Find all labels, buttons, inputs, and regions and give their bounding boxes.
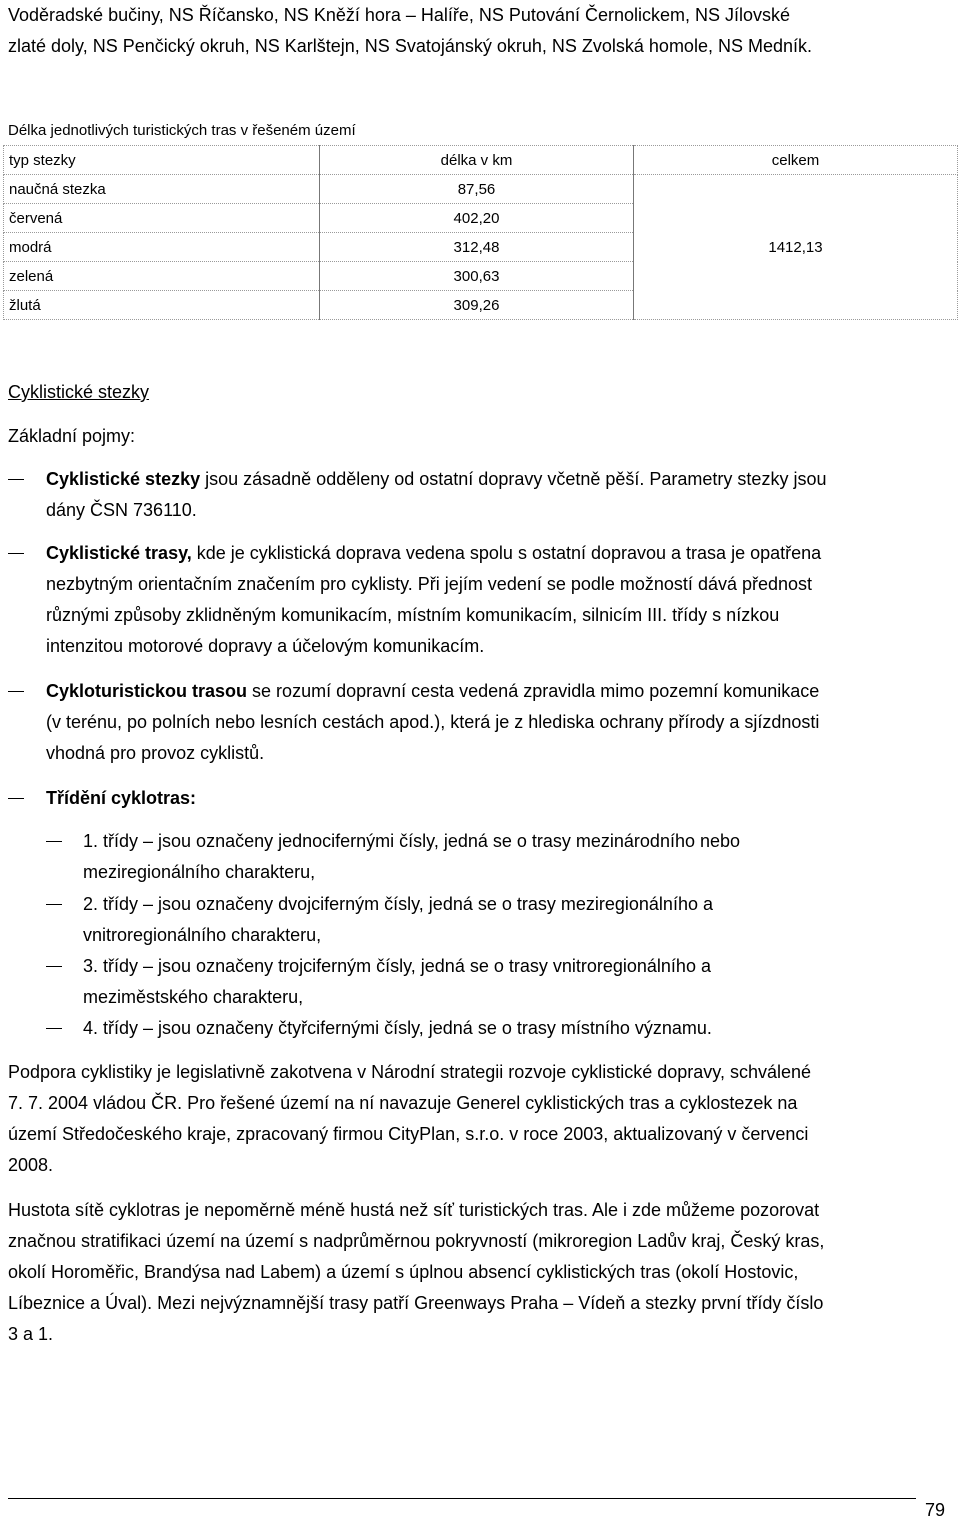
class-text: vnitroregionálního charakteru, bbox=[83, 925, 322, 945]
footer-divider bbox=[8, 1498, 916, 1499]
paragraph-line: 3 a 1. bbox=[8, 1324, 54, 1344]
class-text: 2. třídy – jsou označeny dvojciferným čísly, jedná se o trasy meziregionálního a bbox=[83, 894, 713, 914]
trail-type: modrá bbox=[4, 233, 320, 262]
trail-type: naučná stezka bbox=[4, 175, 320, 204]
definition-text: různými způsoby zklidněným komunikacím, místním komunikacím, silnicím III. třídy s nízkou bbox=[46, 605, 780, 625]
dash-bullet-icon bbox=[46, 904, 62, 905]
trail-length: 402,20 bbox=[320, 204, 634, 233]
definition-text: kde je cyklistická doprava vedena spolu s ostatní dopravou a trasa je opatřena bbox=[191, 543, 822, 563]
paragraph-line: území Středočeského kraje, zpracovaný firmou CityPlan, s.r.o. v roce 2003, aktualizovaný v červenci bbox=[8, 1124, 809, 1144]
paragraph-line: Podpora cyklistiky je legislativně zakotvena v Národní strategii rozvoje cyklistické dopravy, schválené bbox=[8, 1062, 812, 1082]
trail-length: 309,26 bbox=[320, 291, 634, 320]
trail-length-table bbox=[3, 145, 958, 320]
paragraph-density bbox=[8, 1195, 952, 1350]
header-type: typ stezky bbox=[4, 146, 320, 175]
trail-type: červená bbox=[4, 204, 320, 233]
paragraph-line: Hustota sítě cyklotras je nepoměrně méně hustá než síť turistických tras. Ale i zde můžeme pozorovat bbox=[8, 1200, 820, 1220]
trail-length: 87,56 bbox=[320, 175, 634, 204]
dash-bullet-icon bbox=[46, 966, 62, 967]
term: Třídění cyklotras: bbox=[46, 788, 197, 808]
definition-text: vhodná pro provoz cyklistů. bbox=[46, 743, 265, 763]
dash-bullet-icon bbox=[8, 691, 24, 692]
trail-length: 312,48 bbox=[320, 233, 634, 262]
table-caption: Délka jednotlivých turistických tras v řešeném území bbox=[8, 122, 356, 139]
paragraph-line: okolí Horoměřic, Brandýsa nad Labem) a území s úplnou absencí cyklistických tras (okolí Hostovic, bbox=[8, 1262, 799, 1282]
paragraph-line: značnou stratifikaci území na území s nadprůměrnou pokryvností (mikroregion Ladův kraj, Český kras, bbox=[8, 1231, 825, 1251]
total-length: 1412,13 bbox=[634, 175, 958, 320]
paragraph-legislation bbox=[8, 1057, 952, 1181]
class-text: 1. třídy – jsou označeny jednocifernými čísly, jedná se o trasy mezinárodního nebo bbox=[83, 831, 741, 851]
header-length: délka v km bbox=[320, 146, 634, 175]
definition-text: (v terénu, po polních nebo lesních cestách apod.), která je z hlediska ochrany přírody a sjízdnosti bbox=[46, 712, 820, 732]
dash-bullet-icon bbox=[8, 798, 24, 799]
class-text: meziměstského charakteru, bbox=[83, 987, 304, 1007]
header-total: celkem bbox=[634, 146, 958, 175]
term: Cyklistické trasy, bbox=[46, 543, 192, 563]
table-row bbox=[4, 175, 958, 204]
definition-text: jsou zásadně odděleny od ostatní dopravy včetně pěší. Parametry stezky jsou bbox=[200, 469, 827, 489]
class-text: 3. třídy – jsou označeny trojciferným čísly, jedná se o trasy vnitroregionálního a bbox=[83, 956, 711, 976]
term: Cyklistické stezky bbox=[46, 469, 201, 489]
paragraph-line: 7. 7. 2004 vládou ČR. Pro řešené území na ní navazuje Generel cyklistických tras a cyklostezek na bbox=[8, 1093, 798, 1113]
trail-type: žlutá bbox=[4, 291, 320, 320]
paragraph-line: Líbeznice a Úval). Mezi nejvýznamnější trasy patří Greenways Praha – Vídeň a stezky první třídy číslo bbox=[8, 1293, 824, 1313]
class-text: 4. třídy – jsou označeny čtyřcifernými čísly, jedná se o trasy místního významu. bbox=[83, 1018, 712, 1038]
trail-type: zelená bbox=[4, 262, 320, 291]
definition-text: se rozumí dopravní cesta vedená zpravidla mimo pozemní komunikace bbox=[247, 681, 820, 701]
definition-text: dány ČSN 736110. bbox=[46, 500, 197, 520]
dash-bullet-icon bbox=[46, 1028, 62, 1029]
dash-bullet-icon bbox=[8, 553, 24, 554]
dash-bullet-icon bbox=[46, 841, 62, 842]
class-text: meziregionálního charakteru, bbox=[83, 862, 316, 882]
definition-text: nezbytným orientačním značením pro cyklisty. Při jejím vedení se podle možností dává přednost bbox=[46, 574, 813, 594]
intro-paragraph bbox=[8, 0, 958, 62]
paragraph-line: 2008. bbox=[8, 1155, 54, 1175]
section-subtitle: Základní pojmy: bbox=[8, 426, 136, 446]
dash-bullet-icon bbox=[8, 479, 24, 480]
term: Cykloturistickou trasou bbox=[46, 681, 248, 701]
definition-text: intenzitou motorové dopravy a účelovým komunikacím. bbox=[46, 636, 485, 656]
intro-line: zlaté doly, NS Penčický okruh, NS Karlštejn, NS Svatojánský okruh, NS Zvolská homole, NS Medník. bbox=[8, 36, 812, 56]
trail-length: 300,63 bbox=[320, 262, 634, 291]
table-header-row bbox=[4, 146, 958, 175]
page-number: 79 bbox=[925, 1500, 946, 1520]
intro-line: Voděradské bučiny, NS Říčansko, NS Kněží hora – Halíře, NS Putování Černolickem, NS Jílovské bbox=[8, 5, 791, 25]
section-title: Cyklistické stezky bbox=[8, 382, 150, 402]
